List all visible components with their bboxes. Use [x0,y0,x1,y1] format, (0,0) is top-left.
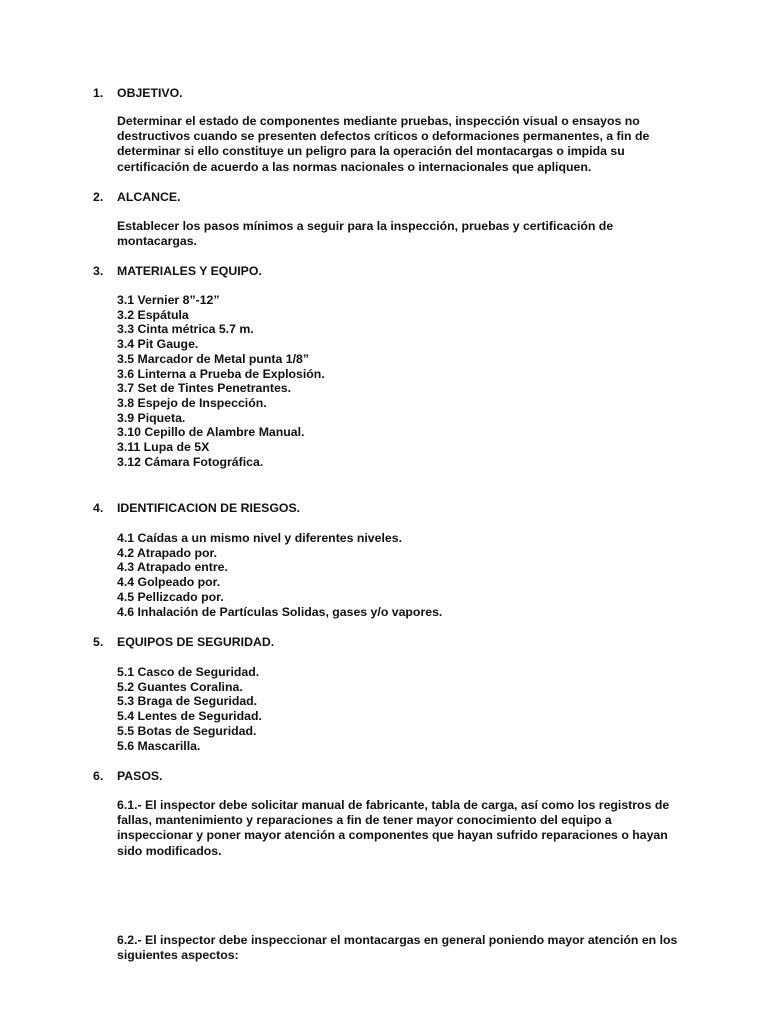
list-item: 3.10 Cepillo de Alambre Manual. [117,425,305,440]
paragraph-line: fallas, mantenimiento y reparaciones a fin de tener mayor conocimiento del equipo a [117,813,612,828]
list-item: 5.1 Casco de Seguridad. [117,665,260,679]
paragraph-line: sido modificados. [117,843,222,858]
list-item: 3.9 Piqueta. [117,410,186,425]
section-5-heading: EQUIPOS DE SEGURIDAD. [117,635,275,649]
list-item: 5.3 Braga de Seguridad. [117,694,258,709]
list-item: 4.4 Golpeado por. [117,575,221,590]
list-item: 3.6 Linterna a Prueba de Explosión. [117,366,325,381]
paragraph-line: siguientes aspectos: [117,948,239,963]
list-item: 3.5 Marcador de Metal punta 1/8” [117,351,310,366]
list-item: 3.11 Lupa de 5X [117,440,210,455]
paragraph-line: destructivos cuando se presenten defectos críticos o deformaciones permanentes, a fin de [117,129,650,144]
section-5-number: 5. [93,635,104,649]
list-item: 5.6 Mascarilla. [117,738,201,753]
risks-list [117,531,442,619]
list-item: 5.4 Lentes de Seguridad. [117,709,262,724]
paragraph-line: 6.2.- El inspector debe inspeccionar el montacargas en general poniendo mayor atención en los [117,933,678,947]
list-item: 4.2 Atrapado por. [117,545,217,560]
section-4-heading: IDENTIFICACION DE RIESGOS. [117,501,301,515]
list-item: 3.4 Pit Gauge. [117,337,199,352]
paragraph-line: montacargas. [117,234,197,249]
list-item: 5.5 Botas de Seguridad. [117,723,257,738]
step-6-2-paragraph [117,933,692,963]
step-6-1-paragraph [117,798,692,859]
section-1-number: 1. [93,86,104,100]
paragraph-line: 6.1.- El inspector debe solicitar manual de fabricante, tabla de carga, así como los registros de [117,798,670,812]
list-item: 3.8 Espejo de Inspección. [117,395,267,410]
section-2-paragraph [117,219,692,249]
section-3-heading: MATERIALES Y EQUIPO. [117,264,262,278]
section-2-heading: ALCANCE. [117,190,181,204]
section-2-number: 2. [93,190,104,204]
list-item: 3.2 Espátula [117,307,189,322]
section-3-number: 3. [93,264,104,278]
list-item: 4.3 Atrapado entre. [117,560,228,575]
paragraph-line: determinar si ello constituye un peligro para la operación del montacargas o impida su [117,144,625,159]
list-item: 3.3 Cinta métrica 5.7 m. [117,322,254,337]
paragraph-line: Determinar el estado de componentes mediante pruebas, inspección visual o ensayos no [117,114,640,128]
section-1-heading: OBJETIVO. [117,86,183,100]
paragraph-line: inspeccionar y poner mayor atención a componentes que hayan sufrido reparaciones o hayan [117,828,668,843]
list-item: 3.1 Vernier 8”-12” [117,293,220,307]
section-1-paragraph [117,114,692,175]
section-6-heading: PASOS. [117,769,163,783]
list-item: 5.2 Guantes Coralina. [117,679,243,694]
section-6-number: 6. [93,769,104,783]
list-item: 4.1 Caídas a un mismo nivel y diferentes niveles. [117,531,402,545]
list-item: 4.5 Pellizcado por. [117,589,224,604]
paragraph-line: certificación de acuerdo a las normas nacionales o internacionales que apliquen. [117,159,592,174]
section-4-number: 4. [93,501,104,515]
list-item: 4.6 Inhalación de Partículas Solidas, gases y/o vapores. [117,604,443,619]
materials-list [117,293,325,469]
safety-equipment-list [117,665,262,753]
list-item: 3.12 Cámara Fotográfica. [117,454,264,469]
paragraph-line: Establecer los pasos mínimos a seguir para la inspección, pruebas y certificación de [117,219,614,233]
list-item: 3.7 Set de Tintes Penetrantes. [117,381,292,396]
